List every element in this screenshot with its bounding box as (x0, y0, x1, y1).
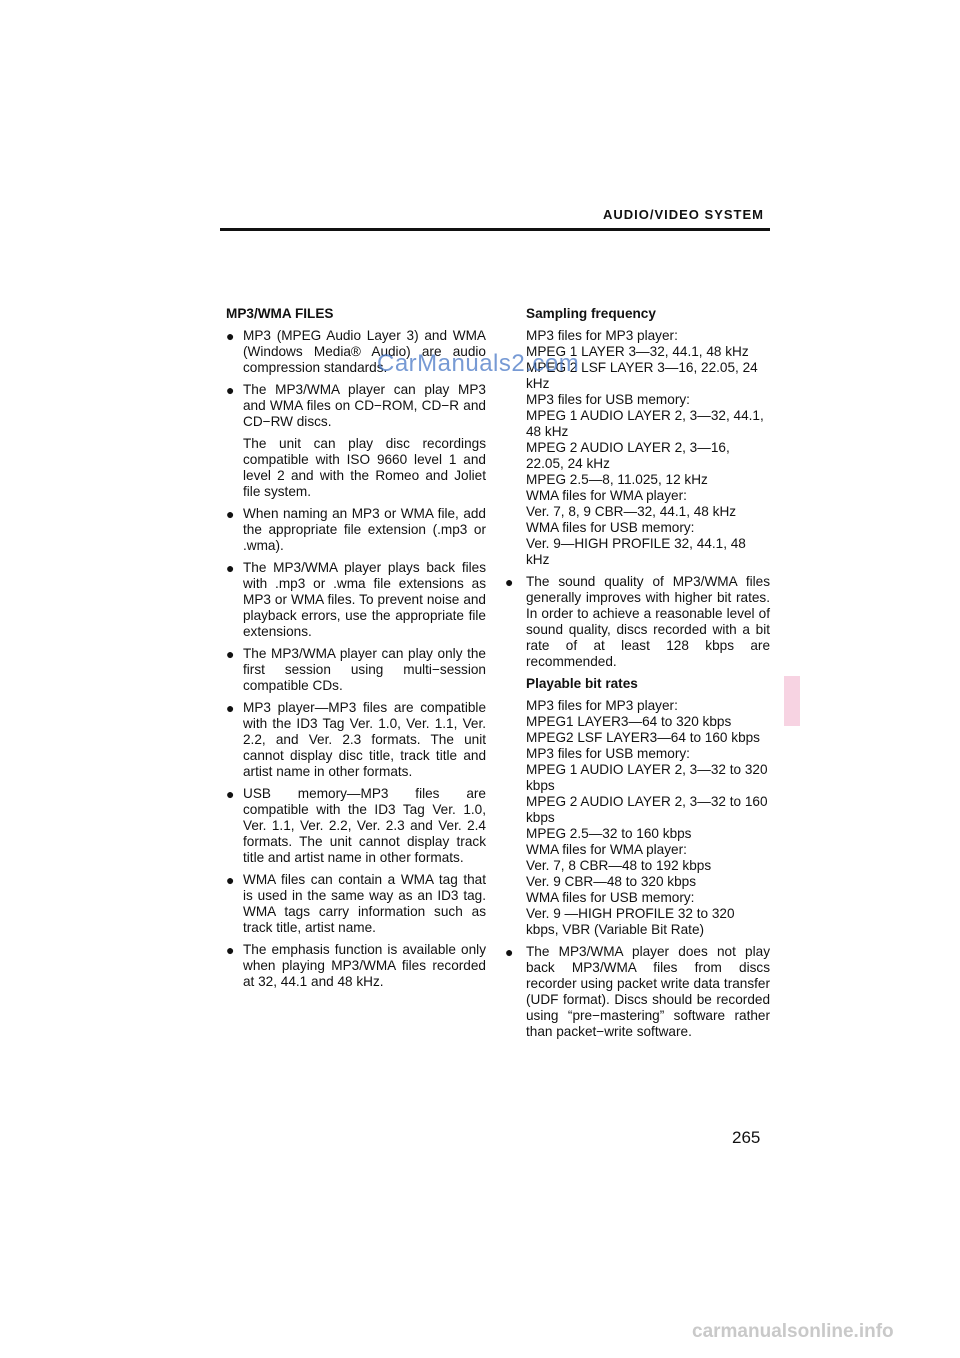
bullet-icon: ● (226, 700, 235, 716)
playable-bit-rates-heading: Playable bit rates (526, 676, 638, 691)
page-number: 265 (732, 1128, 761, 1147)
sampling-frequency-heading: Sampling frequency (526, 306, 656, 321)
spec-line: MP3 files for MP3 player: (526, 698, 678, 713)
spec-line: MPEG 1 LAYER 3—32, 44.1, 48 kHz (526, 344, 749, 359)
bullet-item (226, 786, 486, 866)
bullet-item (226, 872, 486, 936)
left-column (226, 306, 486, 996)
bullet-text: The MP3/WMA player does not play back MP3/WMA files from discs recorder using packet write data transfer (UDF format). Discs should be recorded using “pre−mastering” software rather than packet−write software. (526, 944, 770, 1039)
spec-line: MPEG 2 LSF LAYER 3—16, 22.05, 24 kHz (526, 360, 758, 391)
spec-line: Ver. 7, 8, 9 CBR—32, 44.1, 48 kHz (526, 504, 737, 519)
spec-line: MPEG 2.5—8, 11.025, 12 kHz (526, 472, 708, 487)
bullet-icon: ● (226, 942, 235, 958)
bullet-icon: ● (505, 574, 514, 590)
footer-watermark: carmanualsonline.info (692, 1321, 894, 1342)
paragraph: The unit can play disc recordings compatible with ISO 9660 level 1 and level 2 and with the Romeo and Joliet file system. (243, 436, 486, 499)
bullet-text: The MP3/WMA player can play only the first session using multi−session compatible CDs. (243, 646, 486, 693)
spec-line: Ver. 7, 8 CBR—48 to 192 kbps (526, 858, 712, 873)
bullet-icon: ● (226, 328, 235, 344)
bullet-item (505, 574, 770, 670)
bit-rates-list (505, 698, 770, 938)
bullet-icon: ● (226, 382, 235, 398)
bullet-item (505, 944, 770, 1040)
section-tab-marker (784, 676, 800, 726)
spec-line: MPEG1 LAYER3—64 to 320 kbps (526, 714, 732, 729)
bullet-text: MP3 (MPEG Audio Layer 3) and WMA (Windows Media® Audio) are audio compression standards. (243, 328, 486, 375)
spec-line: MPEG 1 AUDIO LAYER 2, 3—32 to 320 kbps (526, 762, 768, 793)
bullet-text: The MP3/WMA player plays back files with .mp3 or .wma file extensions as MP3 or WMA files. To prevent noise and playback errors, use the appropriate file extensions. (243, 560, 486, 639)
spec-line: MP3 files for MP3 player: (526, 328, 678, 343)
bullet-icon: ● (226, 560, 235, 576)
bullet-text: MP3 player—MP3 files are compatible with the ID3 Tag Ver. 1.0, Ver. 1.1, Ver. 2.2, and Ver. 2.3 formats. The unit cannot display disc title, track title and artist name in other formats. (243, 700, 486, 779)
spec-line: MP3 files for USB memory: (526, 746, 690, 761)
spec-line: Ver. 9 —HIGH PROFILE 32 to 320 kbps, VBR (Variable Bit Rate) (526, 906, 735, 937)
bullet-icon: ● (226, 872, 235, 888)
watermark-logo: CarManuals2.com (377, 350, 580, 377)
bullet-icon: ● (226, 786, 235, 802)
spec-line: MPEG2 LSF LAYER3—64 to 160 kbps (526, 730, 760, 745)
spec-line: Ver. 9—HIGH PROFILE 32, 44.1, 48 kHz (526, 536, 746, 567)
bullet-text: The emphasis function is available only when playing MP3/WMA files recorded at 32, 44.1 and 48 kHz. (243, 942, 486, 989)
section-title: AUDIO/VIDEO SYSTEM (602, 207, 764, 222)
header-rule (220, 228, 770, 231)
spec-line: MPEG 2 AUDIO LAYER 2, 3—32 to 160 kbps (526, 794, 768, 825)
spec-line: WMA files for WMA player: (526, 488, 687, 503)
right-column (505, 306, 770, 1046)
bullet-icon: ● (505, 944, 514, 960)
bullet-text: When naming an MP3 or WMA file, add the appropriate file extension (.mp3 or .wma). (243, 506, 486, 553)
bullet-icon: ● (226, 506, 235, 522)
spec-line: Ver. 9 CBR—48 to 320 kbps (526, 874, 697, 889)
bullet-item (226, 506, 486, 554)
bullet-text: USB memory—MP3 files are compatible with the ID3 Tag Ver. 1.0, Ver. 1.1, Ver. 2.2, Ver. 2.3 and Ver. 2.4 formats. The unit cannot display track title and artist name in other formats. (243, 786, 486, 865)
bullet-text: WMA files can contain a WMA tag that is used in the same way as an ID3 tag. WMA tags carry information such as track title, artist name. (243, 872, 486, 935)
bullet-icon: ● (226, 646, 235, 662)
bullet-text: The sound quality of MP3/WMA files generally improves with higher bit rates. In order to achieve a reasonable level of sound quality, discs recorded with a bit rate of at least 128 kbps are recommended. (526, 574, 770, 669)
spec-line: MP3 files for USB memory: (526, 392, 690, 407)
spec-line: WMA files for USB memory: (526, 890, 695, 905)
bullet-item (226, 700, 486, 780)
spec-line: MPEG 2 AUDIO LAYER 2, 3—16, 22.05, 24 kHz (526, 440, 730, 471)
bullet-item (226, 560, 486, 640)
mp3-wma-files-heading: MP3/WMA FILES (226, 306, 334, 321)
spec-line: WMA files for WMA player: (526, 842, 687, 857)
spec-line: WMA files for USB memory: (526, 520, 695, 535)
bullet-item (226, 382, 486, 430)
spec-line: MPEG 2.5—32 to 160 kbps (526, 826, 692, 841)
bullet-item (226, 942, 486, 990)
spec-line: MPEG 1 AUDIO LAYER 2, 3—32, 44.1, 48 kHz (526, 408, 764, 439)
bullet-text: The MP3/WMA player can play MP3 and WMA files on CD−ROM, CD−R and CD−RW discs. (243, 382, 486, 429)
bullet-item (226, 646, 486, 694)
